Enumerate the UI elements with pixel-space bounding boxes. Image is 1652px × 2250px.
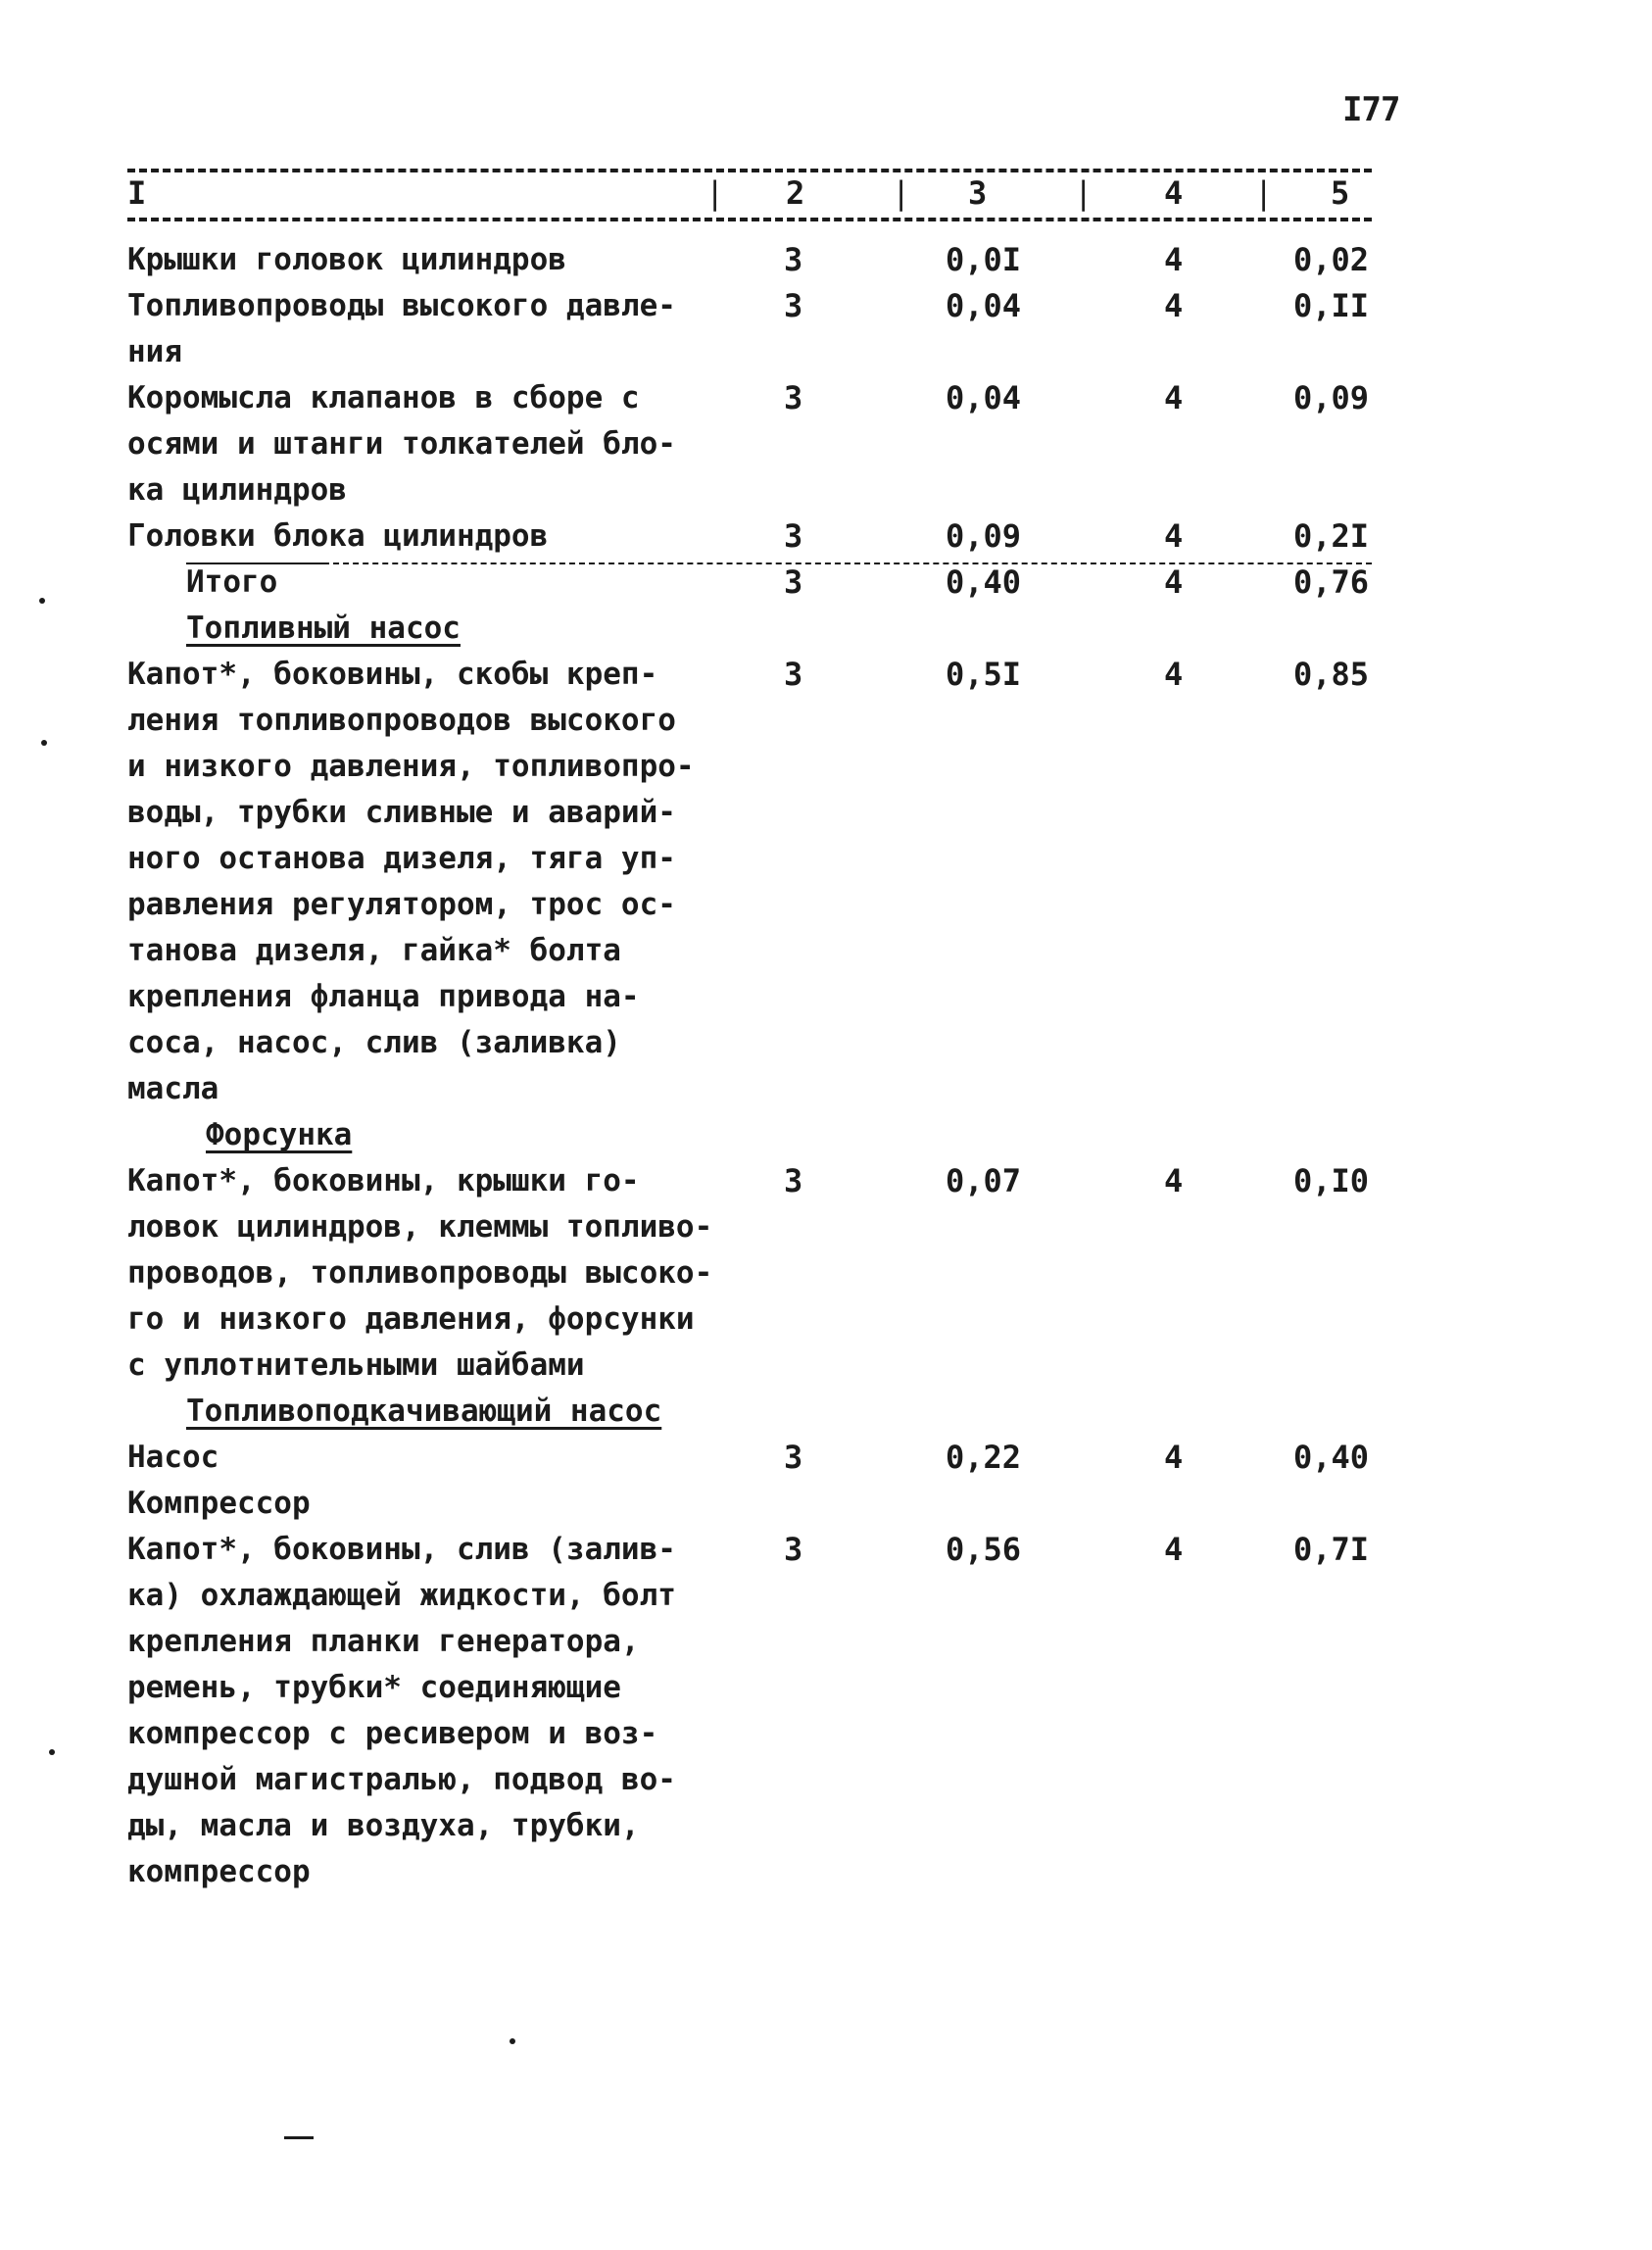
row-col-5: 0,7I: [1293, 1531, 1370, 1568]
row-col-3: 0,40: [946, 563, 1022, 601]
header-col-1: I: [127, 174, 147, 212]
table-header: I | 2 | 3 | 4 | 5: [127, 174, 1350, 212]
row-col-3: 0,09: [946, 517, 1022, 555]
row-col-3: 0,0I: [946, 241, 1022, 278]
row-col-4: 4: [1164, 563, 1184, 601]
row-col-5: 0,09: [1293, 379, 1370, 416]
section-title: Топливный насос: [186, 611, 461, 646]
scan-speck: [510, 2038, 515, 2044]
row-col-3: 0,04: [946, 379, 1022, 416]
row-col-5: 0,76: [1293, 563, 1370, 601]
row-col-2: 3: [784, 517, 803, 555]
scan-mark: [284, 2136, 314, 2139]
row-col-2: 3: [784, 241, 803, 278]
section-title: Форсунка: [206, 1117, 353, 1152]
row-col-4: 4: [1164, 517, 1184, 555]
scan-speck: [41, 740, 47, 746]
section-title: Топливоподкачивающий насос: [186, 1394, 662, 1429]
row-col-3: 0,5I: [946, 656, 1022, 693]
row-col-2: 3: [784, 1162, 803, 1199]
row-col-2: 3: [784, 563, 803, 601]
row-description: Топливопроводы высокого давле- ния: [127, 288, 676, 369]
row-col-5: 0,85: [1293, 656, 1370, 693]
row-description: Капот*, боковины, слив (залив- ка) охлаждающей жидкости, болт крепления планки генератора, ремень, трубки* соединяющие компрессор с ресивером и воз- душной магистралью, подвод во- ды, масла и воздуха, трубки, компрессор: [127, 1532, 676, 1889]
row-col-3: 0,07: [946, 1162, 1022, 1199]
header-col-5: 5: [1331, 174, 1350, 212]
header-col-4: 4: [1164, 174, 1184, 212]
row-description: Капот*, боковины, крышки го- ловок цилиндров, клеммы топливо- проводов, топливопроводы высоко- го и низкого давления, форсунки с уплотнительными шайбами: [127, 1163, 713, 1383]
row-description: Компрессор: [127, 1486, 311, 1521]
row-col-5: 0,40: [1293, 1439, 1370, 1476]
scan-speck: [39, 598, 45, 604]
page-number: I77: [1342, 90, 1400, 129]
row-col-3: 0,56: [946, 1531, 1022, 1568]
row-col-5: 0,II: [1293, 287, 1370, 324]
row-col-2: 3: [784, 656, 803, 693]
row-col-5: 0,2I: [1293, 517, 1370, 555]
row-col-2: 3: [784, 287, 803, 324]
row-col-4: 4: [1164, 379, 1184, 416]
row-col-4: 4: [1164, 287, 1184, 324]
header-col-2: 2: [786, 174, 805, 212]
row-description: Коромысла клапанов в сборе с осями и штанги толкателей бло- ка цилиндров: [127, 380, 676, 508]
row-description: Головки блока цилиндров: [127, 518, 549, 554]
row-col-2: 3: [784, 1531, 803, 1568]
row-col-5: 0,I0: [1293, 1162, 1370, 1199]
total-rule-dashed: [323, 562, 1372, 564]
row-col-4: 4: [1164, 241, 1184, 278]
row-col-4: 4: [1164, 1162, 1184, 1199]
header-col-3: 3: [968, 174, 988, 212]
scan-speck: [49, 1749, 55, 1755]
row-description: Насос: [127, 1440, 219, 1475]
row-col-2: 3: [784, 1439, 803, 1476]
row-col-2: 3: [784, 379, 803, 416]
row-col-4: 4: [1164, 1531, 1184, 1568]
row-col-3: 0,04: [946, 287, 1022, 324]
row-col-4: 4: [1164, 656, 1184, 693]
row-col-5: 0,02: [1293, 241, 1370, 278]
row-col-3: 0,22: [946, 1439, 1022, 1476]
row-description: Крышки головок цилиндров: [127, 242, 566, 277]
row-col-4: 4: [1164, 1439, 1184, 1476]
row-description: Капот*, боковины, скобы креп- ления топливопроводов высокого и низкого давления, топливопро- воды, трубки сливные и аварий- ного останова дизеля, тяга уп- равления регулятором, трос ос- танова дизеля, гайка* болта крепления фланца привода на- соса, насос, слив (заливка) масла: [127, 657, 695, 1106]
total-label: Итого: [186, 564, 278, 600]
